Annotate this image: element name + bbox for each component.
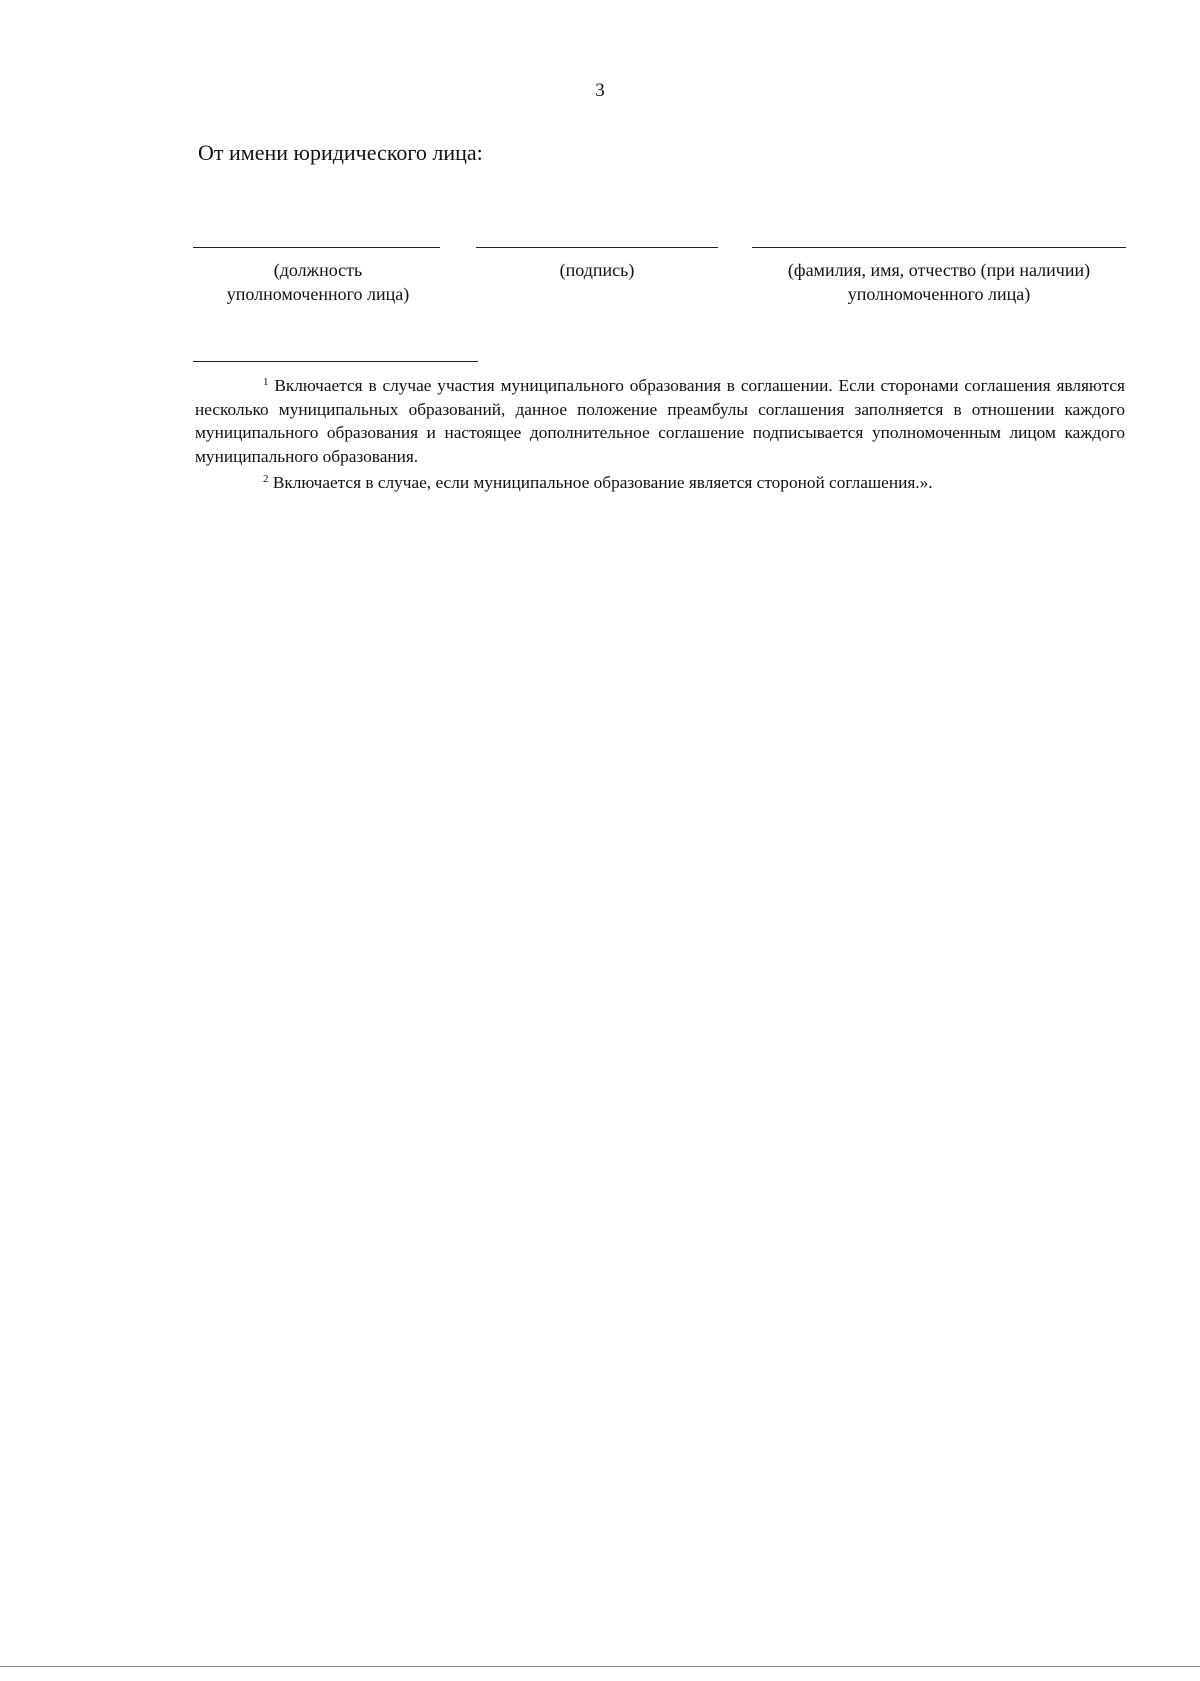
page-number: 3	[595, 80, 605, 101]
footnote-1-marker: 1	[263, 376, 269, 388]
full-name-signature-line	[752, 247, 1126, 248]
signature-caption	[476, 258, 718, 282]
footnote-1-text: Включается в случае участия муниципального образования в соглашении. Если сторонами соглашения являются несколько муниципальных образований, данное положение преамбулы соглашения заполняется в отношении каждого муниципального образования и настоящее дополнительное соглашение подписывается уполномоченным лицом каждого муниципального образования.	[195, 376, 1125, 466]
footnote-separator	[193, 361, 478, 362]
position-caption	[193, 258, 443, 306]
scan-bottom-edge	[0, 1666, 1200, 1667]
position-caption-line-2: уполномоченного лица)	[226, 284, 410, 304]
signature-line	[476, 247, 718, 248]
footnote-2	[195, 468, 1125, 495]
footnotes	[195, 371, 1125, 495]
signatory-heading: От имени юридического лица:	[198, 140, 483, 165]
footnote-2-text: Включается в случае, если муниципальное образование является стороной соглашения.».	[272, 473, 933, 493]
signature-caption-text: (подпись)	[559, 260, 635, 280]
position-caption-line-1: (должность	[273, 260, 363, 280]
position-signature-line	[193, 247, 440, 248]
footnote-2-marker: 2	[263, 473, 269, 486]
full-name-caption	[752, 258, 1126, 306]
full-name-caption-line-1: (фамилия, имя, отчество (при наличии)	[787, 260, 1091, 280]
footnote-1	[195, 371, 1125, 468]
full-name-caption-line-2: уполномоченного лица)	[847, 284, 1031, 304]
